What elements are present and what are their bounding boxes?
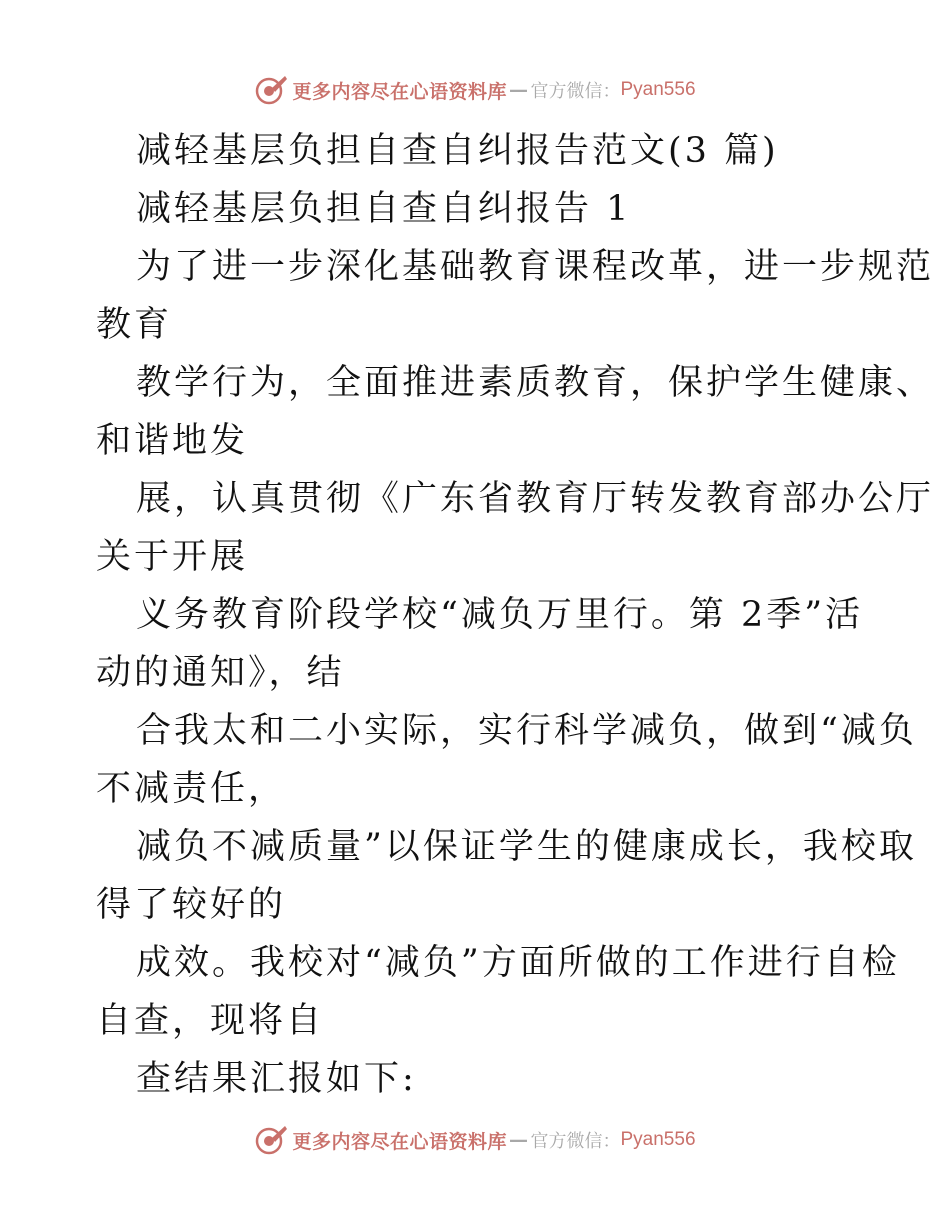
banner-separator: —: [509, 79, 529, 101]
paragraph-line: 关于开展: [96, 537, 249, 577]
paragraph-line: 教学行为，全面推进素质教育，保护学生健康、: [136, 363, 935, 403]
banner-text: 更多内容尽在心语资料库: [292, 80, 507, 103]
paragraph-line: 减负不减质量”以保证学生的健康成长，我校取: [136, 827, 917, 867]
header-banner: [0, 70, 950, 110]
paragraph-line: 自查，现将自: [96, 1001, 325, 1041]
pen-nib-logo-icon: [254, 73, 288, 107]
pen-nib-logo-icon: [254, 1123, 288, 1157]
paragraph-line: 为了进一步深化基础教育课程改革，进一步规范: [136, 247, 935, 287]
banner-text: 更多内容尽在心语资料库: [292, 1130, 507, 1153]
paragraph-line: 动的通知》，结: [96, 653, 345, 693]
banner-wechat-id: Pyan556: [620, 79, 696, 100]
banner-wechat-label: 官方微信：: [530, 81, 621, 102]
paragraph-line: 合我太和二小实际，实行科学减负，做到“减负: [136, 711, 917, 751]
paragraph-line: 展，认真贯彻《广东省教育厅转发教育部办公厅: [136, 479, 935, 519]
paragraph-line: 和谐地发: [96, 421, 249, 461]
banner-wechat-label: 官方微信：: [530, 1131, 621, 1152]
banner-wechat-id: Pyan556: [620, 1129, 696, 1150]
banner-separator: —: [509, 1129, 529, 1151]
paragraph-line: 教育: [96, 305, 173, 345]
footer-banner: [0, 1120, 950, 1160]
document-title: 减轻基层负担自查自纠报告范文(3 篇): [136, 131, 779, 171]
paragraph-line: 义务教育阶段学校“减负万里行。第 2季”活: [136, 595, 864, 635]
paragraph-line: 查结果汇报如下:: [136, 1059, 417, 1099]
document-body: [96, 122, 935, 1108]
paragraph-line: 不减责任，: [96, 769, 287, 809]
paragraph-line: 成效。我校对“减负”方面所做的工作进行自检: [136, 943, 900, 983]
paragraph-line: 得了较好的: [96, 885, 287, 925]
section-heading: 减轻基层负担自查自纠报告 1: [136, 189, 632, 229]
